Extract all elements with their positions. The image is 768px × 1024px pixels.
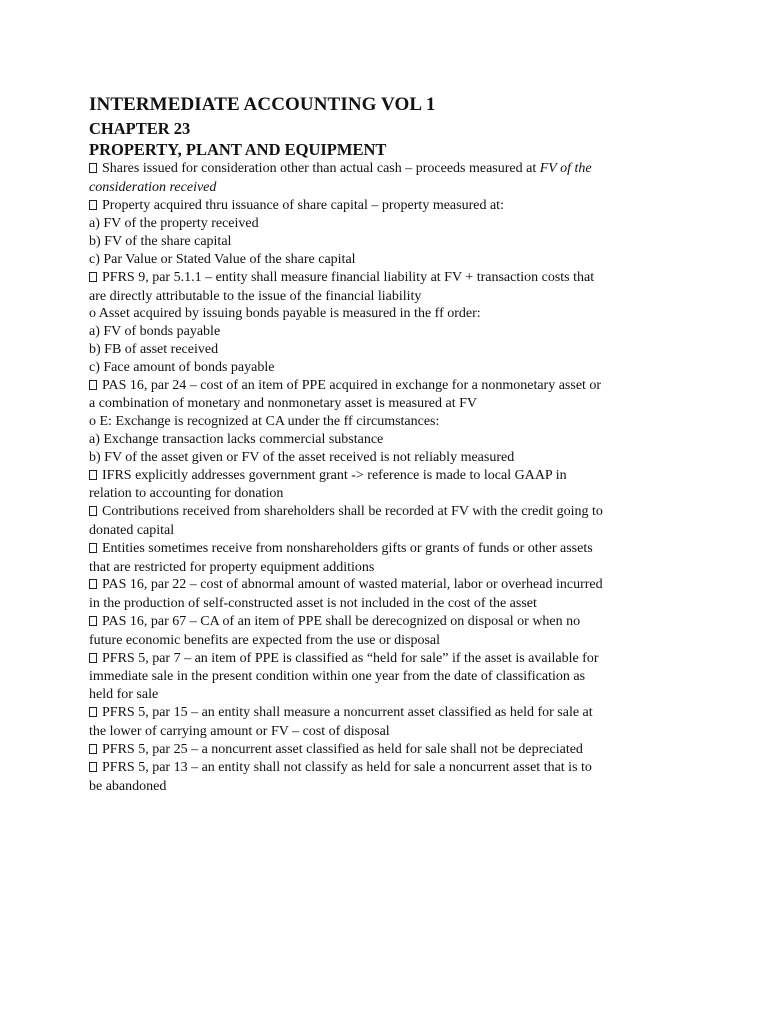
bullet-line (89, 576, 649, 595)
line-text: PFRS 5, par 7 – an item of PPE is classified as “held for sale” if the asset is available for (102, 650, 599, 666)
line-text: a) FV of the property received (89, 216, 259, 232)
line-text: are directly attributable to the issue of the financial liability (89, 288, 422, 304)
missing-glyph-bullet-icon (89, 742, 102, 760)
line-text: the lower of carrying amount or FV – cost of disposal (89, 723, 390, 739)
missing-glyph-bullet-icon (89, 705, 102, 723)
text-line (89, 686, 649, 704)
bullet-line (89, 197, 649, 216)
line-text: c) Face amount of bonds payable (89, 359, 275, 375)
bullet-line (89, 467, 649, 486)
line-emphasis: FV of the (539, 161, 592, 176)
line-text: Shares issued for consideration other than actual cash – proceeds measured at (102, 161, 540, 176)
bullet-line (89, 650, 649, 669)
line-text: PFRS 5, par 13 – an entity shall not classify as held for sale a noncurrent asset that is to (102, 760, 592, 776)
missing-glyph-bullet-icon (89, 504, 102, 522)
missing-glyph-bullet-icon (89, 760, 102, 778)
line-text: PAS 16, par 22 – cost of abnormal amount of wasted material, labor or overhead incurred (102, 577, 603, 593)
line-text: b) FB of asset received (89, 341, 219, 357)
text-line (89, 359, 649, 377)
line-text: a) FV of bonds payable (89, 324, 221, 340)
bullet-line (89, 540, 649, 559)
text-line (89, 559, 649, 577)
line-text: that are restricted for property equipment additions (89, 559, 375, 575)
line-text: held for sale (89, 687, 159, 703)
line-text: PAS 16, par 67 – CA of an item of PPE shall be derecognized on disposal or when no (102, 613, 581, 629)
bullet-line (89, 704, 649, 723)
line-text: Property acquired thru issuance of share capital – property measured at: (102, 197, 504, 213)
missing-glyph-bullet-icon (89, 577, 102, 595)
text-line (89, 449, 649, 467)
text-line (89, 233, 649, 251)
bullet-line (89, 759, 649, 778)
missing-glyph-bullet-icon (89, 614, 102, 632)
text-line (89, 431, 649, 449)
text-line (89, 341, 649, 359)
line-text: be abandoned (89, 779, 167, 795)
text-line (89, 485, 649, 503)
text-line (89, 632, 649, 650)
missing-glyph-bullet-icon (89, 270, 102, 288)
text-line (89, 288, 649, 306)
line-text: o Asset acquired by issuing bonds payable is measured in the ff order: (89, 306, 481, 322)
line-text: PAS 16, par 24 – cost of an item of PPE acquired in exchange for a nonmonetary asset or (102, 377, 602, 393)
text-line (89, 215, 649, 233)
line-text: in the production of self-constructed asset is not included in the cost of the asset (89, 596, 537, 612)
line-text: b) FV of the asset given or FV of the asset received is not reliably measured (89, 449, 515, 465)
text-line (89, 522, 649, 540)
chapter-heading: CHAPTER 23 (89, 119, 191, 138)
notes-body (89, 160, 649, 796)
text-line (89, 668, 649, 686)
line-text: relation to accounting for donation (89, 486, 284, 502)
line-text: Entities sometimes receive from nonshareholders gifts or grants of funds or other assets (102, 540, 593, 556)
text-line (89, 323, 649, 341)
line-text: Contributions received from shareholders shall be recorded at FV with the credit going to (102, 504, 603, 520)
text-line (89, 395, 649, 413)
bullet-line (89, 503, 649, 522)
bullet-line (89, 741, 649, 760)
topic-heading: PROPERTY, PLANT AND EQUIPMENT (89, 140, 387, 159)
line-text: PFRS 5, par 25 – a noncurrent asset classified as held for sale shall not be depreciated (102, 741, 583, 757)
line-text: PFRS 5, par 15 – an entity shall measure a noncurrent asset classified as held for sale at (102, 704, 593, 720)
missing-glyph-bullet-icon (89, 468, 102, 486)
line-text: future economic benefits are expected from the use or disposal (89, 632, 441, 648)
line-text: o E: Exchange is recognized at CA under the ff circumstances: (89, 414, 440, 430)
line-text: immediate sale in the present condition within one year from the date of classification as (89, 669, 586, 685)
line-emphasis: consideration received (89, 179, 217, 195)
bullet-line (89, 613, 649, 632)
document-title: INTERMEDIATE ACCOUNTING VOL 1 (89, 94, 436, 115)
text-line (89, 778, 649, 796)
text-line (89, 723, 649, 741)
bullet-line (89, 160, 649, 179)
missing-glyph-bullet-icon (89, 198, 102, 216)
text-line (89, 413, 649, 431)
bullet-line (89, 377, 649, 396)
missing-glyph-bullet-icon (89, 378, 102, 396)
text-line (89, 179, 649, 197)
line-text: a) Exchange transaction lacks commercial substance (89, 431, 384, 447)
missing-glyph-bullet-icon (89, 161, 102, 179)
document-page (89, 94, 649, 796)
text-line (89, 595, 649, 613)
line-text: c) Par Value or Stated Value of the share capital (89, 251, 356, 267)
text-line (89, 305, 649, 323)
text-line (89, 251, 649, 269)
line-text: donated capital (89, 522, 175, 538)
line-text: b) FV of the share capital (89, 234, 232, 250)
line-text: a combination of monetary and nonmonetary asset is measured at FV (89, 396, 478, 412)
missing-glyph-bullet-icon (89, 651, 102, 669)
bullet-line (89, 269, 649, 288)
missing-glyph-bullet-icon (89, 541, 102, 559)
line-text: PFRS 9, par 5.1.1 – entity shall measure financial liability at FV + transaction costs that (102, 269, 595, 285)
line-text: IFRS explicitly addresses government grant -> reference is made to local GAAP in (102, 467, 567, 483)
